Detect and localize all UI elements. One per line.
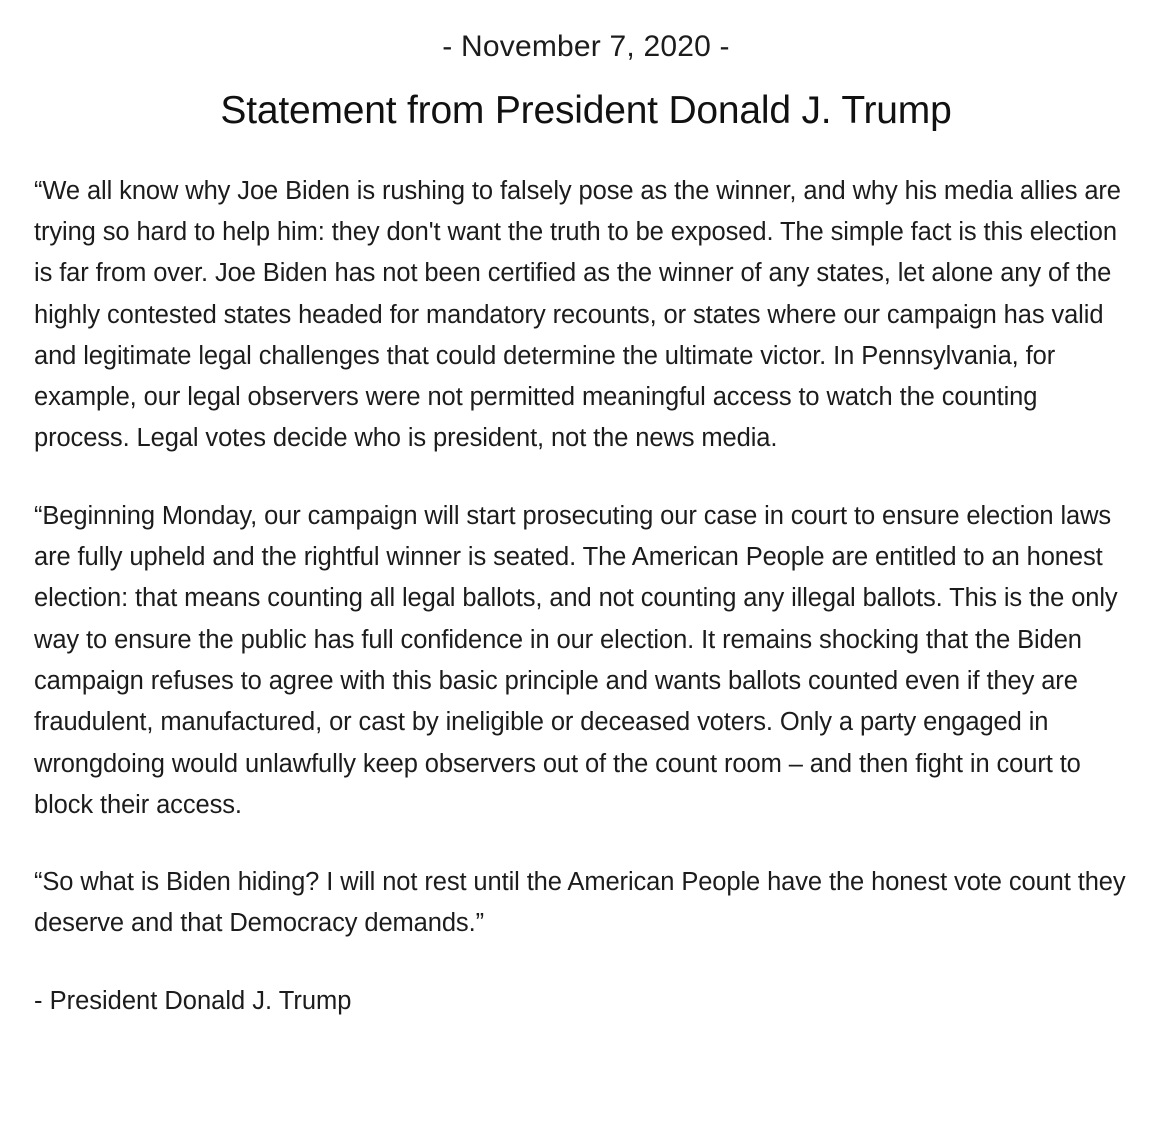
statement-paragraph: “We all know why Joe Biden is rushing to falsely pose as the winner, and why his media allies are trying so hard to help him: they don't want the truth to be exposed. The simple fact is this election is far from over. Joe Biden has not been certified as the winner of any states, let alone any of the highly contested states headed for mandatory recounts, or states where our campaign has valid and legitimate legal challenges that could determine the ultimate victor. In Pennsylvania, for example, our legal observers were not permitted meaningful access to watch the counting process. Legal votes decide who is president, not the news media. [34,176,1121,453]
statement-paragraph: “Beginning Monday, our campaign will start prosecuting our case in court to ensure election laws are fully upheld and the rightful winner is seated. The American People are entitled to an honest election: that means counting all legal ballots, and not counting any illegal ballots. This is the only way to ensure the public has full confidence in our election. It remains shocking that the Biden campaign refuses to agree with this basic principle and wants ballots counted even if they are fraudulent, manufactured, or cast by ineligible or deceased voters. Only a party engaged in wrongdoing would unlawfully keep observers out of the count room – and then fight in court to block their access. [34,501,1118,819]
statement-paragraph: “So what is Biden hiding? I will not rest until the American People have the honest vote count they deserve and that Democracy demands.” [34,868,1126,938]
statement-body [34,171,1138,945]
page-title: Statement from President Donald J. Trump [220,89,952,132]
statement-signature: - President Donald J. Trump [34,986,352,1015]
document-date: - November 7, 2020 - [442,30,730,63]
